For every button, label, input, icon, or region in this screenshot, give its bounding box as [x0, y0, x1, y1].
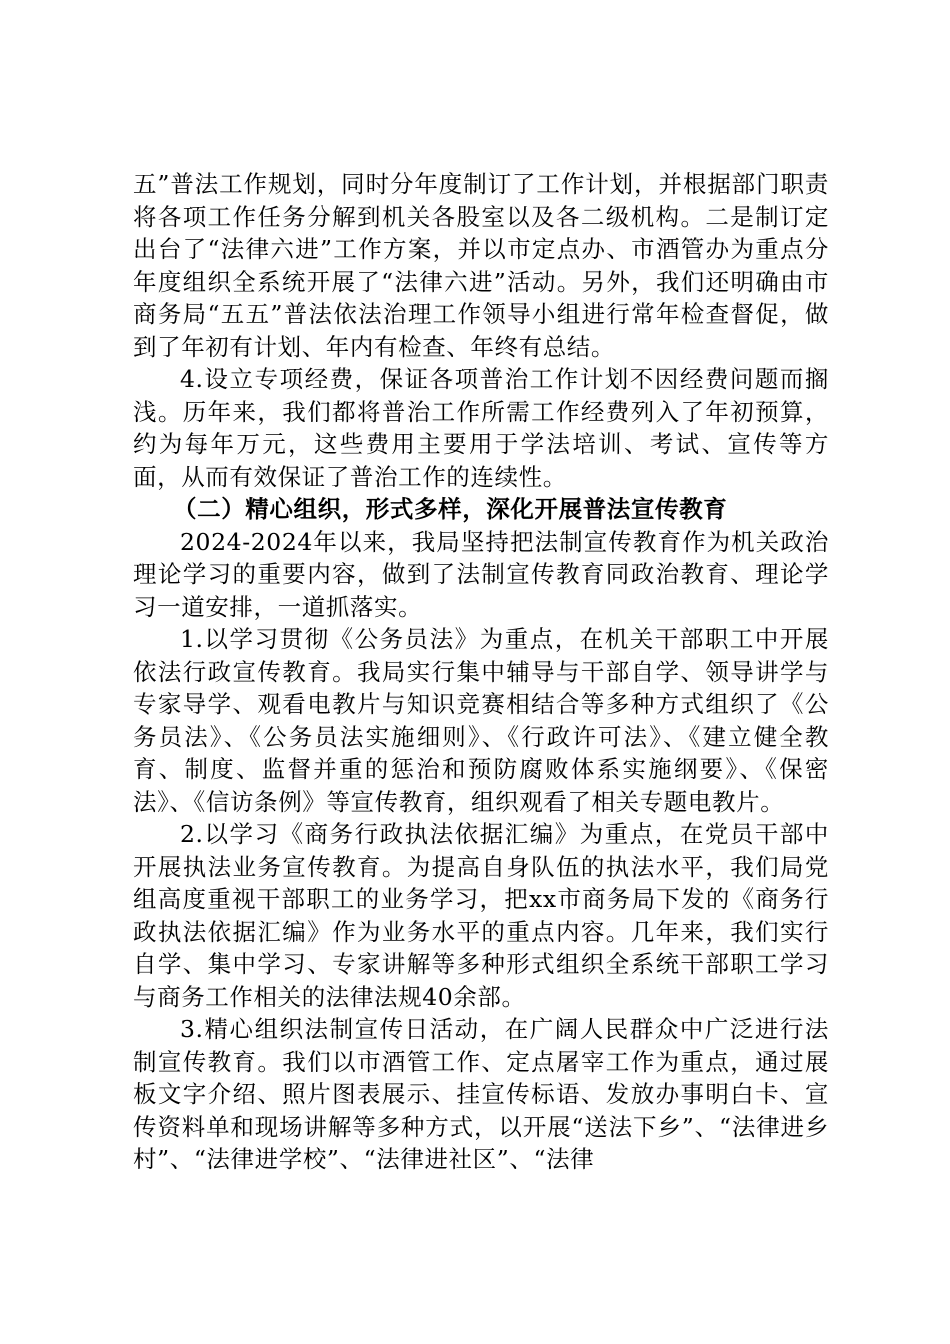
paragraph-intro-education: 2024-2024年以来，我局坚持把法制宣传教育作为机关政治理论学习的重要内容，做到了法制宣传教育同政治教育、理论学习一道安排，一道抓落实。 — [133, 527, 829, 621]
paragraph-publicity-day: 3.精心组织法制宣传日活动，在广阔人民群众中广泛进行法制宣传教育。我们以市酒管工作、定点屠宰工作为重点，通过展板文字介绍、照片图表展示、挂宣传标语、发放办事明白卡、宣传资料单和现场讲解等多种方式，以开展“送法下乡”、“法律进乡村”、“法律进学校”、“法律进社区”、“法律 — [133, 1015, 829, 1173]
document-page — [133, 168, 829, 1176]
paragraph-civil-servant-law: 1.以学习贯彻《公务员法》为重点，在机关干部职工中开展依法行政宣传教育。我局实行集中辅导与干部自学、领导讲学与专家导学、观看电教片与知识竞赛相结合等多种方式组织了《公务员法》、《公务员法实施细则》、《行政许可法》、《建立健全教育、制度、监督并重的惩治和预防腐败体系实施纲要》、《保密法》、《信访条例》等宣传教育，组织观看了相关专题电教片。 — [133, 625, 829, 816]
paragraph-plan-continuation: 五”普法工作规划，同时分年度制订了工作计划，并根据部门职责将各项工作任务分解到机关各股室以及各二级机构。二是制订定出台了“法律六进”工作方案，并以市定点办、市酒管办为重点分年度组织全系统开展了“法律六进”活动。另外，我们还明确由市商务局“五五”普法依法治理工作领导小组进行常年检查督促，做到了年初有计划、年内有检查、年终有总结。 — [133, 170, 829, 361]
section-heading-2: （二）精心组织，形式多样，深化开展普法宣传教育 — [173, 495, 728, 523]
paragraph-enforcement-compilation: 2.以学习《商务行政执法依据汇编》为重点，在党员干部中开展执法业务宣传教育。为提高自身队伍的执法水平，我们局党组高度重视干部职工的业务学习，把xx市商务局下发的《商务行政执法依据汇编》作为业务水平的重点内容。几年来，我们实行自学、集中学习、专家讲解等多种形式组织全系统干部职工学习与商务工作相关的法律法规40余部。 — [133, 820, 829, 1011]
paragraph-special-funds: 4.设立专项经费，保证各项普治工作计划不因经费问题而搁浅。历年来，我们都将普治工作所需工作经费列入了年初预算，约为每年万元，这些费用主要用于学法培训、考试、宣传等方面，从而有效保证了普治工作的连续性。 — [133, 365, 829, 491]
